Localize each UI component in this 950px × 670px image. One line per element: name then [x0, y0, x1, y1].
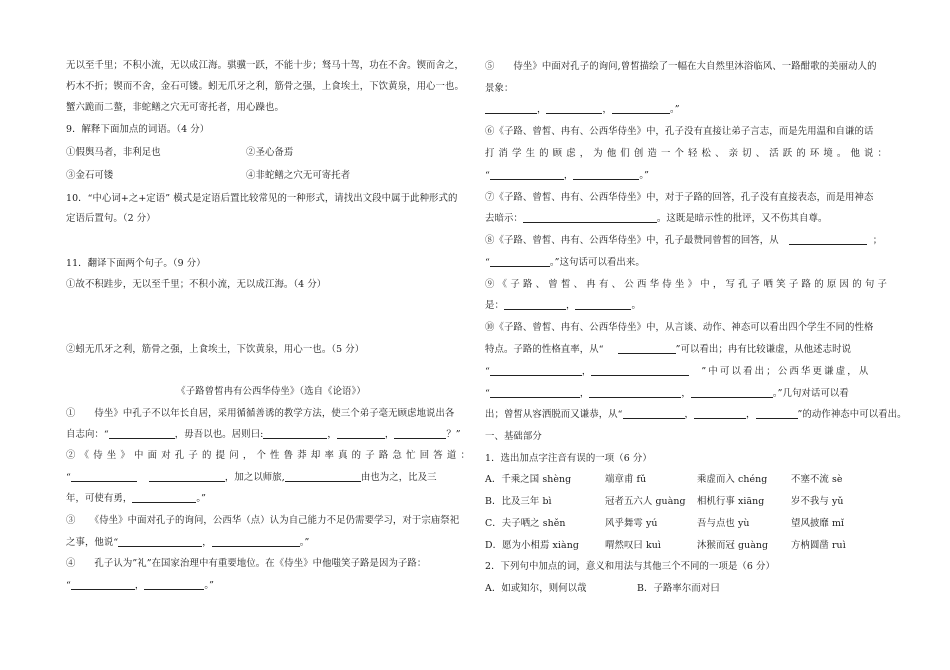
answer-blank[interactable]: [149, 471, 225, 482]
option-c-1: C．夫子哂之 shěn: [485, 518, 566, 529]
answer-blank[interactable]: [118, 536, 202, 547]
answer-blank[interactable]: [285, 471, 361, 482]
question-11-stem: 11．翻译下面两个句子。（9 分）: [66, 258, 206, 269]
question-11-sentence-2: ②蚓无爪牙之利，筋骨之强，上食埃土，下饮黄泉，用心一也。（5 分）: [66, 344, 365, 355]
option-a-1: A．千乘之国 shèng: [485, 474, 572, 485]
fill-10-line-4: “ ， ， 。”几句对话可以看: [485, 388, 849, 399]
fill-4-line-1: ④ 孔子认为”礼”在国家治理中有重要地位。在《侍坐》中他嗤笑子路是因为子路：: [66, 558, 427, 569]
option-b-3: 相机行事 xiāng: [697, 496, 765, 507]
answer-blank[interactable]: [612, 103, 670, 114]
basic-question-1-stem: 1．选出加点字注音有误的一项（6 分）: [485, 453, 652, 464]
question-10-line-2: 定语后置句。（2 分）: [66, 213, 156, 224]
fill-7-line-1: ⑦《子路、曾皙、冉有、公西华侍坐》中，对于子路的回答，孔子没有直接表态，而是用神态: [485, 192, 874, 203]
question-9-stem: 9．解释下面加点的词语。（4 分）: [66, 124, 210, 135]
answer-blank[interactable]: [618, 343, 676, 354]
answer-blank[interactable]: [144, 579, 204, 590]
fill-7-line-2: 去暗示： 。这既是暗示性的批评，又不伤其自尊。: [485, 213, 828, 224]
passage-line-1: 无以至千里；不积小流，无以成江海。骐骥一跃，不能十步；驽马十驾，功在不舍。锲而舍之，: [66, 60, 464, 71]
option-d-3: 沐猴而冠 guàng: [697, 540, 769, 551]
answer-blank[interactable]: [523, 212, 657, 223]
fill-1-line-2: 自志向：“ ，毋吾以也。居则曰: ， ， ？”: [66, 429, 461, 440]
answer-blank[interactable]: [490, 365, 582, 376]
question-10-line-1: 10．“中心词+之+定语” 模式是定语后置比较常见的一种形式，请找出文段中属于此种形式的: [66, 193, 458, 204]
answer-blank[interactable]: [212, 536, 300, 547]
fill-5-line-3: ， ， 。”: [485, 103, 680, 117]
answer-blank[interactable]: [546, 103, 602, 114]
fill-9-line-2: 是： ， 。: [485, 300, 641, 311]
fill-3-line-2: 之事，他说“ ， 。”: [66, 537, 310, 548]
fill-10-line-3: “ ， ”中可以看出；公西华更谦虚，从: [485, 366, 871, 377]
question-11-sentence-1: ①故不积跬步，无以至千里；不积小流，无以成江海。（4 分）: [66, 279, 327, 290]
option-d-1: D．愿为小相焉 xiàng: [485, 540, 579, 551]
option-a-4: 不塞不流 sè: [791, 474, 843, 485]
fill-2-line-1: ②《侍坐》中面对孔子的提问，个性鲁莽却率真的子路急忙回答道：: [66, 450, 470, 461]
fill-6-line-2: 打消学生的顾虑，为他们创造一个轻松、亲切、活跃的环境。他说：: [485, 148, 887, 159]
fill-2-line-3: 年，可使有勇， 。”: [66, 493, 207, 504]
answer-blank[interactable]: [789, 234, 867, 245]
option-c-4: 望风披靡 mǐ: [791, 518, 845, 529]
passage-line-2: 朽木不折；锲而不舍，金石可镂。蚓无爪牙之利，筋骨之强，上食埃土，下饮黄泉，用心一也。: [66, 81, 464, 92]
fill-6-line-3: “ ， 。”: [485, 170, 650, 181]
answer-blank[interactable]: [589, 387, 681, 398]
answer-blank[interactable]: [132, 492, 196, 503]
answer-blank[interactable]: [71, 471, 137, 482]
answer-blank[interactable]: [394, 428, 446, 439]
answer-blank[interactable]: [756, 408, 798, 419]
option-d-2: 喟然叹曰 kuì: [605, 540, 661, 551]
question-2-option-a: A．如或知尔，则何以哉: [485, 583, 587, 594]
answer-blank[interactable]: [490, 256, 550, 267]
fill-1-line-1: ① 侍坐》中孔子不以年长自居，采用循循善诱的教学方法，使三个弟子毫无顾虑地说出各: [66, 408, 455, 419]
answer-blank[interactable]: [573, 169, 639, 180]
answer-blank[interactable]: [504, 299, 566, 310]
fill-9-line-1: ⑨《子路、曾皙、冉有、公西华侍坐》中，写孔子哂笑子路的原因的句子: [485, 279, 887, 290]
option-c-2: 风乎舞雩 yú: [605, 518, 658, 529]
section-title: 《子路曾皙冉有公西华侍坐》（选自《论语》）: [176, 386, 366, 397]
answer-blank[interactable]: [691, 387, 773, 398]
question-9-item-4: ④非蛇鳝之穴无可寄托者: [246, 170, 351, 181]
option-d-4: 方枘圆凿 ruì: [791, 540, 846, 551]
fill-10-line-1: ⑩《子路、曾皙、冉有、公西华侍坐》中，从言谈、动作、神态可以看出四个学生不同的性格: [485, 322, 874, 333]
answer-blank[interactable]: [694, 408, 746, 419]
fill-10-line-5: 出；曾皙从容洒脱而又谦恭，从“ ， ， ”的动作神态中可以看出。: [485, 409, 907, 420]
fill-5-line-2: 景象：: [485, 83, 514, 94]
question-9-item-3: ③金石可镂: [66, 170, 114, 181]
question-9-item-1: ①假舆马者，非利足也: [66, 147, 161, 158]
answer-blank[interactable]: [263, 428, 327, 439]
fill-8-line-2: “ 。”这句话可以看出来。: [485, 257, 645, 268]
answer-blank[interactable]: [591, 365, 689, 376]
answer-blank[interactable]: [109, 428, 175, 439]
option-b-1: B．比及三年 bì: [485, 496, 552, 507]
fill-5-line-1: ⑤ 侍坐》中面对孔子的询问,曾皙描绘了一幅在大自然里沐浴临风、一路酣歌的美丽动人的: [485, 61, 877, 72]
option-c-3: 吾与点也 yù: [697, 518, 750, 529]
answer-blank[interactable]: [575, 299, 631, 310]
fill-3-line-1: ③ 《侍坐》中面对孔子的询问，公西华（点）认为自己能力不足仍需要学习，对于宗庙祭祀: [66, 515, 460, 526]
fill-2-line-2: “ ，加之以师旅, 由也为之，比及三: [66, 472, 437, 483]
passage-line-3: 蟹六跪而二螯，非蛇鳝之穴无可寄托者，用心躁也。: [66, 102, 284, 113]
option-a-2: 端章甫 fǔ: [605, 474, 647, 485]
basic-section-title: 一、基础部分: [485, 431, 542, 442]
option-b-2: 冠者五六人 guàng: [605, 496, 686, 507]
answer-blank[interactable]: [623, 408, 685, 419]
answer-blank[interactable]: [490, 169, 564, 180]
answer-blank[interactable]: [71, 579, 135, 590]
answer-blank[interactable]: [490, 387, 580, 398]
fill-8-line-1: ⑧《子路、曾皙、冉有、公西华侍坐》中，孔子最赞同曾皙的回答，从 ；: [485, 235, 883, 246]
question-2-option-b: B．子路率尔而对曰: [637, 583, 720, 594]
option-a-3: 乘虚而入 chéng: [697, 474, 768, 485]
fill-10-line-2: 特点。子路的性格直率，从“ ”可以看出；冉有比较谦虚，从他述志时说: [485, 344, 852, 355]
basic-question-2-stem: 2．下列句中加点的词，意义和用法与其他三个不同的一项是（6 分）: [485, 561, 775, 572]
answer-blank[interactable]: [485, 103, 537, 114]
option-b-4: 岁不我与 yǔ: [791, 496, 844, 507]
fill-4-line-2: “ ， 。”: [66, 580, 215, 591]
question-9-item-2: ②圣心备焉: [246, 147, 294, 158]
fill-6-line-1: ⑥《子路、曾皙、冉有、公西华侍坐》中，孔子没有直接让弟子言志，而是先用温和自谦的话: [485, 126, 874, 137]
answer-blank[interactable]: [337, 428, 385, 439]
